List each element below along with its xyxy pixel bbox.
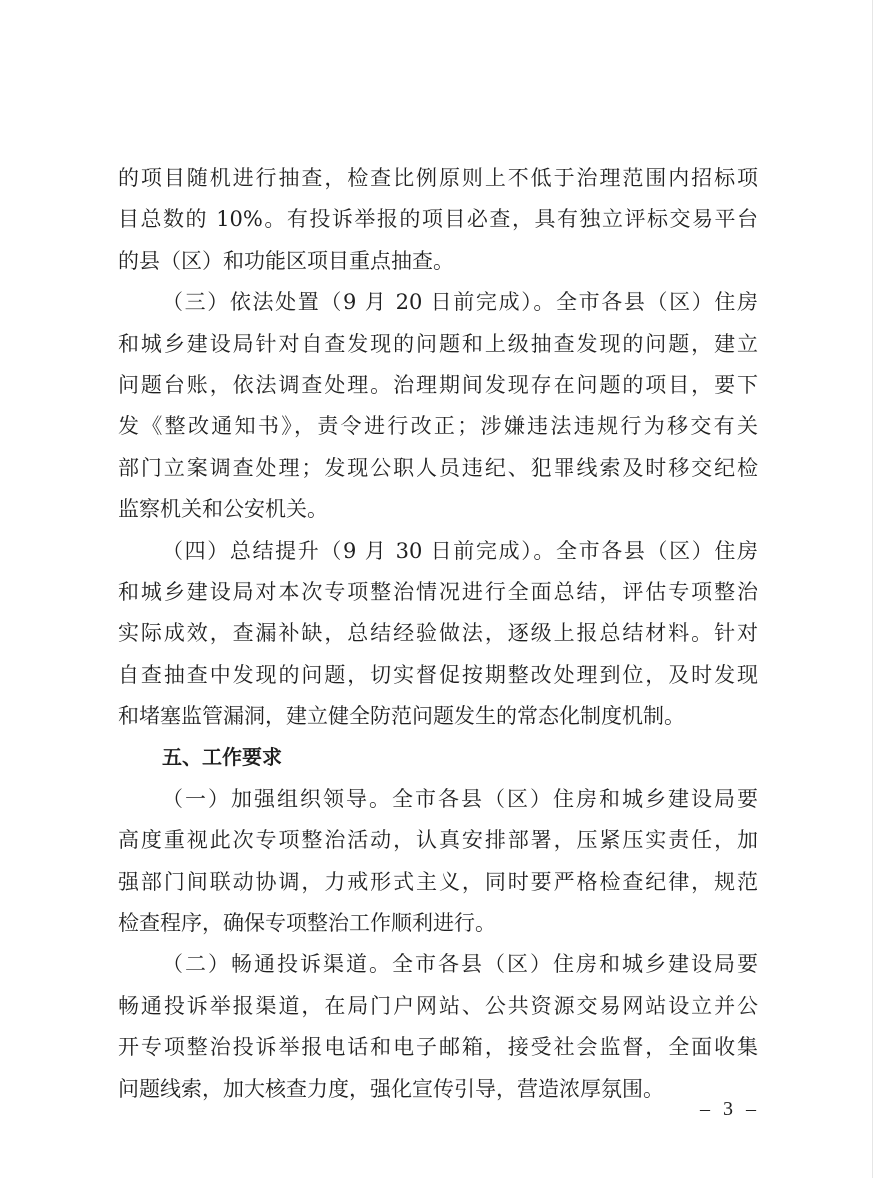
paragraph-line: 检查程序，确保专项整治工作顺利进行。 — [118, 911, 496, 936]
paragraph-line: 高度重视此次专项整治活动，认真安排部署，压紧压实责任，加 — [118, 828, 758, 853]
paragraph-line: 问题线索，加大核查力度，强化宣传引导，营造浓厚氛围。 — [118, 1076, 664, 1101]
paragraph-line: 和城乡建设局对本次专项整治情况进行全面总结，评估专项整治 — [118, 579, 758, 604]
paragraph-line: 问题台账，依法调查处理。治理期间发现存在问题的项目，要下 — [118, 372, 758, 397]
paragraph-line: 的县（区）和功能区项目重点抽查。 — [118, 248, 454, 273]
paragraph-line: （一）加强组织领导。全市各县（区）住房和城乡建设局要 — [162, 786, 758, 811]
page-number: – 3 – — [700, 1098, 760, 1120]
paragraph-line: 开专项整治投诉举报电话和电子邮箱，接受社会监督，全面收集 — [118, 1035, 758, 1060]
paragraph-line: 畅通投诉举报渠道，在局门户网站、公共资源交易网站设立并公 — [118, 993, 758, 1018]
paragraph-line: （三）依法处置（9 月 20 日前完成）。全市各县（区）住房 — [162, 290, 758, 315]
body-text — [118, 158, 758, 1110]
paragraph-line: 发《整改通知书》，责令进行改正；涉嫌违法违规行为移交有关 — [118, 414, 758, 439]
paragraph-line: 和堵塞监管漏洞，建立健全防范问题发生的常态化制度机制。 — [118, 704, 685, 729]
section-heading: 五、工作要求 — [162, 745, 282, 770]
paragraph-line: 自查抽查中发现的问题，切实督促按期整改处理到位，及时发现 — [118, 662, 758, 687]
paragraph-line: 部门立案调查处理；发现公职人员违纪、犯罪线索及时移交纪检 — [118, 455, 758, 480]
paragraph-line: 强部门间联动协调，力戒形式主义，同时要严格检查纪律，规范 — [118, 869, 758, 894]
paragraph-line: 的项目随机进行抽查，检查比例原则上不低于治理范围内招标项 — [118, 166, 758, 190]
paragraph-line: （四）总结提升（9 月 30 日前完成）。全市各县（区）住房 — [162, 538, 758, 563]
paragraph-line: 目总数的 10%。有投诉举报的项目必查，具有独立评标交易平台 — [118, 207, 758, 232]
paragraph-line: 监察机关和公安机关。 — [118, 497, 328, 522]
paragraph-line: 和城乡建设局针对自查发现的问题和上级抽查发现的问题，建立 — [118, 331, 758, 356]
paragraph-line: （二）畅通投诉渠道。全市各县（区）住房和城乡建设局要 — [162, 952, 758, 977]
paragraph-line: 实际成效，查漏补缺，总结经验做法，逐级上报总结材料。针对 — [118, 621, 758, 646]
